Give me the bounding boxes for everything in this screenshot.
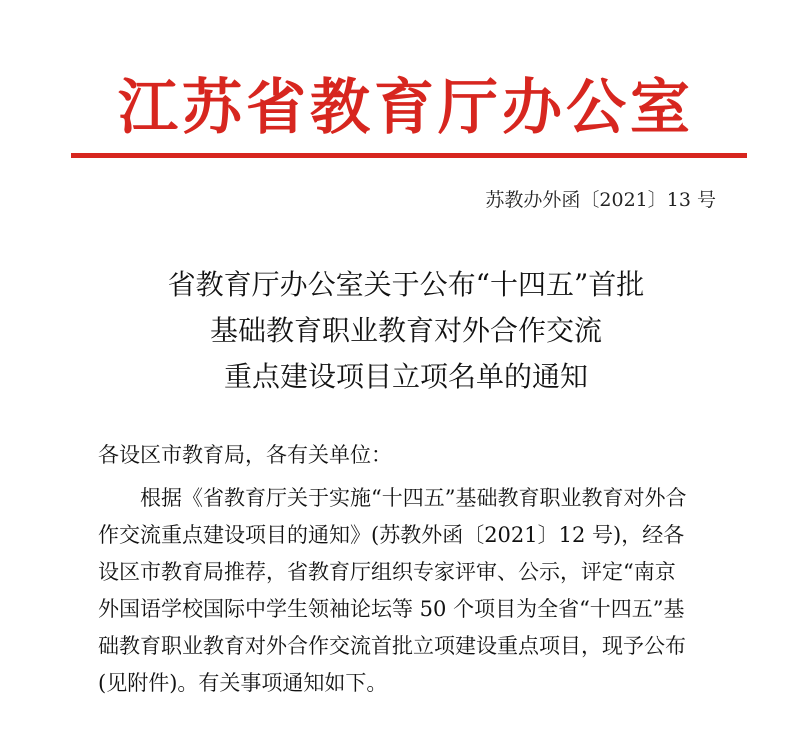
- document-title: [0, 262, 812, 400]
- body-line: 设区市教育局推荐，省教育厅组织专家评审、公示，评定“南京: [98, 560, 676, 584]
- issuing-office-header: 江苏省教育厅办公室: [118, 73, 694, 143]
- salutation: 各设区市教育局，各有关单位：: [98, 443, 392, 467]
- title-line: 省教育厅办公室关于公布“十四五”首批: [167, 268, 645, 301]
- body-line: (见附件)。有关事项通知如下。: [98, 671, 388, 695]
- title-line: 重点建设项目立项名单的通知: [223, 360, 588, 393]
- body-line: 作交流重点建设项目的通知》(苏教外函〔2021〕12 号)，经各: [98, 523, 685, 547]
- red-divider-line: [71, 153, 747, 158]
- document-number: 苏教办外函〔2021〕13 号: [485, 189, 716, 211]
- title-line: 基础教育职业教育对外合作交流: [209, 314, 602, 347]
- body-line: 外国语学校国际中学生领袖论坛等 50 个项目为全省“十四五”基: [98, 597, 685, 621]
- body-paragraph: [98, 480, 722, 702]
- body-line: 根据《省教育厅关于实施“十四五”基础教育职业教育对外合: [140, 486, 687, 510]
- body-line: 础教育职业教育对外合作交流首批立项建设重点项目，现予公布: [98, 634, 686, 658]
